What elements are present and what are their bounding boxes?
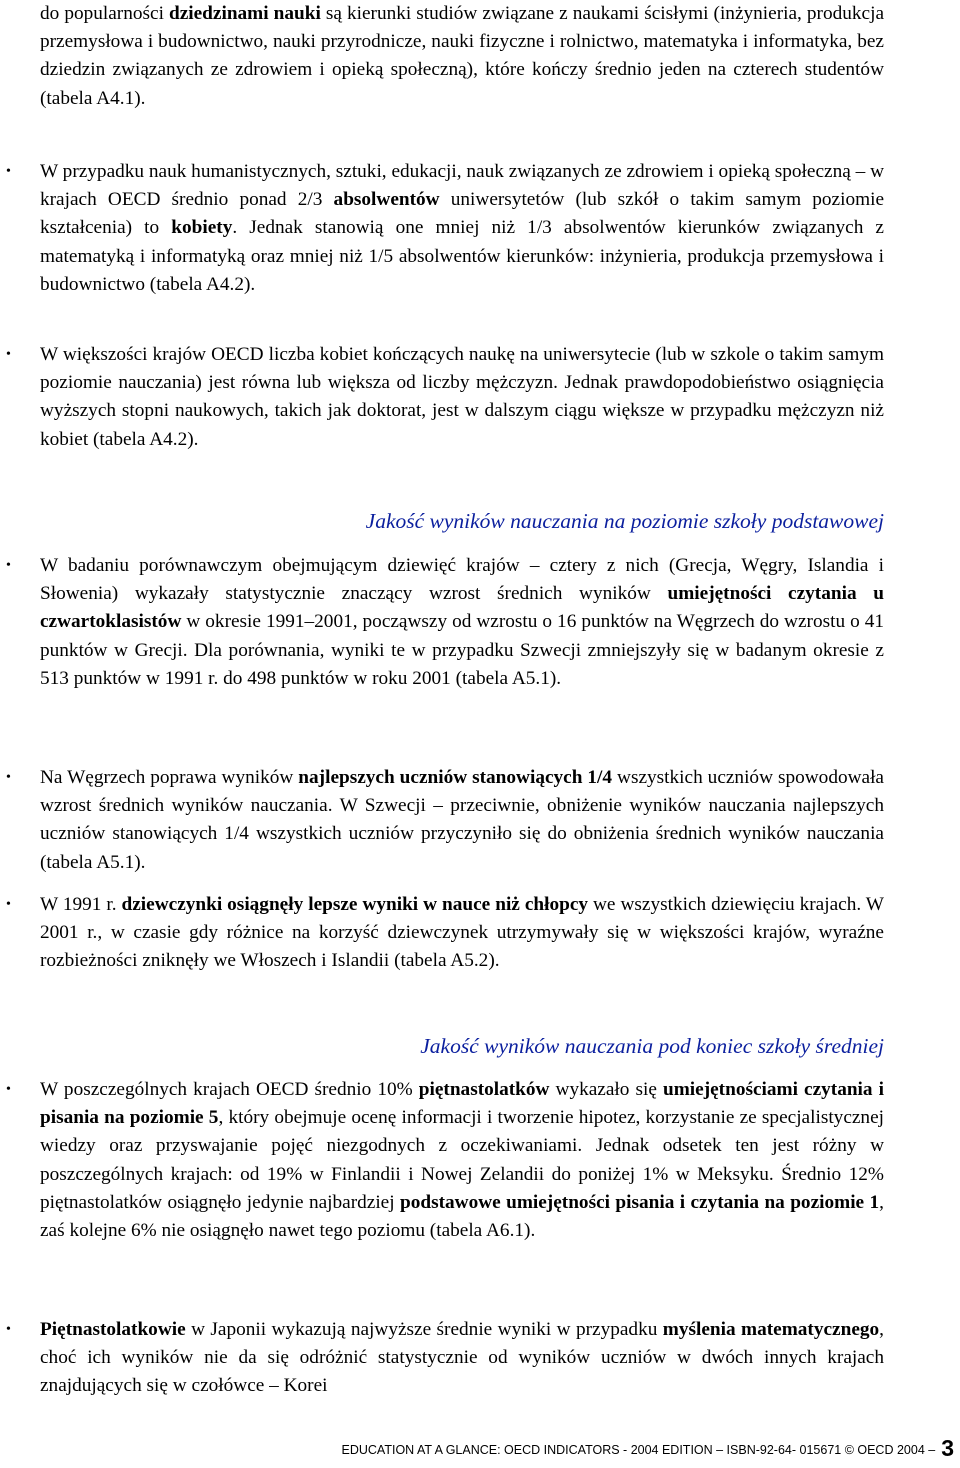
bold-text-run: myślenia matematycznego xyxy=(662,1319,880,1340)
text-run: W większości krajów OECD liczba kobiet kończących naukę na uniwersytecie (lub w szkole o takim samym poziomie nauczania) jest równa lub większa od liczby mężczyzn. Jednak prawdopodobieństwo osiągnięcia wyższych stopni naukowych, takich jak doktorat, jest w dalszym ciągu większe w przypadku mężczyzn niż kobiet (tabela A4.2). xyxy=(40,344,884,450)
bullet-icon: • xyxy=(6,347,11,362)
bullet-icon: • xyxy=(6,1322,11,1337)
text-run: wykazało się xyxy=(549,1079,663,1100)
text-run: , zaś kolejne 6% nie osiągnęło nawet tego poziomu (tabela A6.1). xyxy=(40,1191,884,1242)
text-run: uniwersytetów (lub szkół o takim samym poziomie kształcenia) to xyxy=(40,189,884,239)
section-heading-primary-school: Jakość wyników nauczania na poziomie szkoły podstawowej xyxy=(365,509,884,533)
text-run: . Jednak stanowią one mniej niż 1/3 absolwentów kierunków związanych z matematyką i informatyką oraz mniej niż 1/5 absolwentów kierunków: inżynieria, produkcja przemysłowa i budownictwo (tabela A4.2). xyxy=(40,217,884,295)
text-run: , który obejmuje ocenę informacji i tworzenie hipotez, korzystanie ze specjalistycznej wiedzy oraz przyswajanie pojęć niezgodnych z oczekiwaniami. Jednak odsetek ten jest różny w poszczególnych krajach: od 19% w Finlandii i Nowej Zelandii do poniżej 1% w Meksyku. Średnio 12% piętnastolatków osiągnęło jedynie najbardziej xyxy=(40,1107,884,1213)
bullet-paragraph-girls-results xyxy=(6,891,884,976)
bullet-icon: • xyxy=(6,1082,11,1097)
bullet-paragraph-reading-fourth-grade xyxy=(6,552,884,693)
page-footer xyxy=(0,1436,960,1462)
bullet-icon: • xyxy=(6,897,11,912)
bold-text-run: podstawowe umiejętności pisania i czytania na poziomie 1 xyxy=(400,1191,880,1213)
bold-text-run: piętnastolatków xyxy=(418,1079,550,1100)
page-number: 3 xyxy=(941,1435,954,1461)
section-heading-secondary-school: Jakość wyników nauczania pod koniec szkoły średniej xyxy=(420,1034,884,1058)
bold-text-run: dziedzinami nauki xyxy=(168,3,321,24)
text-run: Na Węgrzech poprawa wyników xyxy=(40,767,299,788)
bold-text-run: dziewczynki osiągnęły lepsze wyniki w nauce niż chłopcy xyxy=(121,894,589,915)
bold-text-run: umiejętności czytania u czwartoklasistów xyxy=(40,583,884,633)
bold-text-run: umiejętnościami czytania i pisania na poziomie 5 xyxy=(40,1079,884,1129)
text-run: W badaniu porównawczym obejmującym dziewięć krajów – cztery z nich (Grecja, Węgry, Islandia i Słowenia) wykazały statystycznie znaczący wzrost średnich wyników xyxy=(40,555,884,605)
text-run: w Japonii wykazują najwyższe średnie wyniki w przypadku xyxy=(185,1319,663,1340)
text-run: do popularności xyxy=(40,3,169,24)
bold-text-run: absolwentów xyxy=(333,189,440,211)
bullet-paragraph-japan-math xyxy=(6,1316,884,1401)
text-run: , choć ich wyników nie da się odróżnić statystycznie od wyników uczniów w dwóch innych krajach znajdujących się w czołówce – Korei xyxy=(40,1319,884,1397)
bold-text-run: Piętnastolatkowie xyxy=(40,1319,186,1340)
text-run: W 1991 r. xyxy=(40,894,122,915)
footer-text: EDUCATION AT A GLANCE: OECD INDICATORS - 2004 EDITION – ISBN-92-64- 015671 © OECD 2004 – xyxy=(341,1443,936,1457)
bullet-paragraph-women-graduates xyxy=(6,341,884,454)
text-run: W przypadku nauk humanistycznych, sztuki, edukacji, nauk związanych ze zdrowiem i opieką społeczną – w krajach OECD średnio ponad 2/3 xyxy=(40,161,884,211)
bullet-icon: • xyxy=(6,770,11,785)
text-run: w okresie 1991–2001, począwszy od wzrostu o 16 punktów na Węgrzech do wzrostu o 41 punktów w Grecji. Dla porównania, wyniki te w przypadku Szwecji zmniejszyły się w badanym okresie z 513 punktów w 1991 r. do 498 punktów w roku 2001 (tabela A5.1). xyxy=(40,611,884,689)
text-run: we wszystkich dziewięciu krajach. W 2001 r., w czasie gdy różnice na korzyść dziewczynek utrzymywały się w większości krajów, wyraźne rozbieżności zniknęły we Włoszech i Islandii (tabela A5.2). xyxy=(40,894,884,972)
text-run: są kierunki studiów związane z naukami ścisłymi (inżynieria, produkcja przemysłowa i budownictwo, nauki przyrodnicze, nauki fizyczne i rolnictwo, matematyka i informatyka, bez dziedzin związanych ze zdrowiem i opieką społeczną), które kończy średnio jeden na czterech studentów (tabela A4.1). xyxy=(40,3,885,109)
bullet-icon: • xyxy=(6,164,11,179)
bold-text-run: kobiety xyxy=(171,217,233,239)
paragraph-intro-continuation xyxy=(40,0,884,113)
bullet-icon: • xyxy=(6,558,11,573)
text-run: wszystkich uczniów spowodowała wzrost średnich wyników nauczania. W Szwecji – przeciwnie, obniżenie wyników nauczania najlepszych uczniów stanowiących 1/4 wszystkich uczniów przyczyniło się do obniżenia średnich wyników nauczania (tabela A5.1). xyxy=(40,767,884,873)
bold-text-run: najlepszych uczniów stanowiących 1/4 xyxy=(298,767,613,788)
bullet-paragraph-hungary-sweden xyxy=(6,764,884,877)
bullet-paragraph-fifteen-year-olds-reading xyxy=(6,1076,884,1245)
text-run: W poszczególnych krajach OECD średnio 10% xyxy=(40,1079,419,1100)
bullet-paragraph-humanities xyxy=(6,158,884,299)
